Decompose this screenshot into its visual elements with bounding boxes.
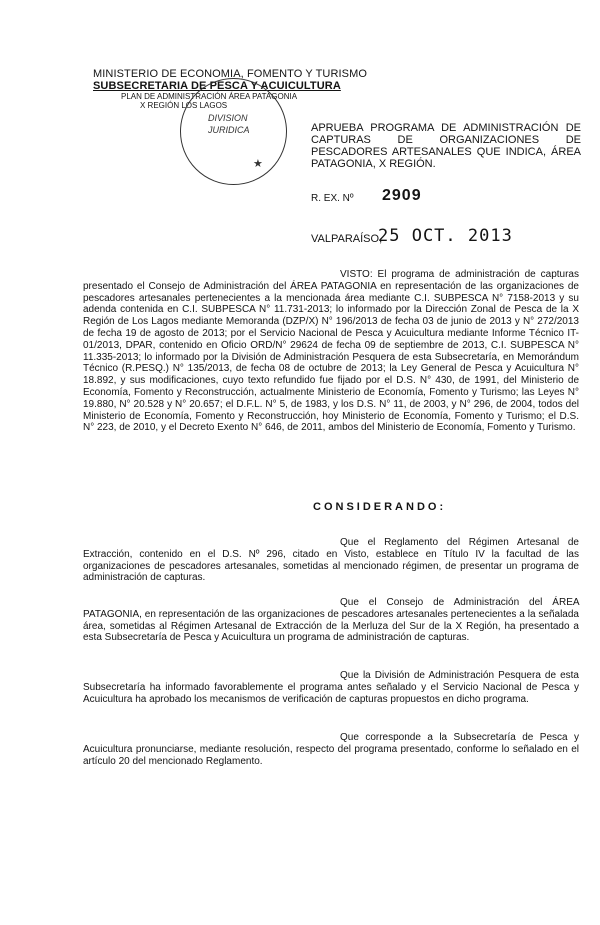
- resolution-number: 2909: [382, 187, 422, 204]
- considerando-item: [83, 597, 579, 644]
- considerando-item-text: esta Subsecretaría ha informado favorablemente el programa antes señalado y el Servicio Nacional de Pesca y Acuicultura ha aprobado los mecanismos de verificación de capturas propuestos en dicho programa.: [83, 670, 579, 705]
- stamp-line-2: JURIDICA: [208, 125, 250, 135]
- place: VALPARAÍSO,: [311, 233, 383, 245]
- visto-label: VISTO:: [340, 269, 373, 280]
- visto-text: El programa de administración de capturas presentado el Consejo de Administración del ÁREA PATAGONIA en representación de las organizaciones de pescadores artesanales pertenecientes a la mencionada área mediante C.I. SUBPESCA N° 7158-2013 y su adenda contenida en C.I. SUBPESCA N° 11.731-2013; lo informado por la Dirección Zonal de Pesca de la X Región de Los Lagos mediante Memoranda (DZP/X) N° 196/2013 de fecha 03 de junio de 2013 y N° 272/2013 de fecha 19 de agosto de 2013; por el Servicio Nacional de Pesca y Acuicultura mediante Informe Técnico IT-01/2013, DPAR, contenido en Oficio ORD/N° 29624 de fecha 09 de septiembre de 2013, C.I. SUBPESCA N° 11.335-2013; lo informado por la División de Administración Pesquera de esta Subsecretaría, en Memorándum Técnico (R.PESQ.) N° 135/2013, de fecha 08 de octubre de 2013; la Ley General de Pesca y Acuicultura N° 18.892, y sus modificaciones, cuyo texto refundido fue fijado por el D.S. N° 430, de 1991, del Ministerio de Economía, Fomento y Reconstrucción, actualmente Ministerio de Economía, Fomento y Turismo; las Leyes N° 19.880, N° 20.528 y N° 20.657; el D.F.L. N° 5, de 1983, y los D.S. N° 11, de 2003, y N° 296, de 2004, todos del Ministerio de Economía, Fomento y Reconstrucción, hoy Ministerio de Economía, Fomento y Turismo; el D.S. N° 223, de 2010, y el Decreto Exento N° 646, de 2011, ambos del Ministerio de Economía, Fomento y Turismo.: [83, 269, 579, 434]
- considerando-heading: CONSIDERANDO:: [313, 501, 447, 513]
- considerando-item: [83, 537, 579, 584]
- ministry-name: MINISTERIO DE ECONOMIA, FOMENTO Y TURISMO: [93, 68, 368, 80]
- considerando-item-lead: Que el Reglamento del Régimen Artesanal de: [340, 537, 579, 548]
- stamp-text: [208, 112, 250, 136]
- considerando-item-lead: Que el Consejo de Administración del ÁREA: [340, 597, 579, 608]
- visto-paragraph: [83, 269, 579, 434]
- star-icon: ★: [253, 158, 263, 170]
- region-name: X REGIÓN LOS LAGOS: [140, 101, 228, 110]
- resolution-label: R. EX. Nº: [311, 193, 354, 204]
- considerando-item-lead: Que la División de Administración Pesquera de: [340, 670, 557, 681]
- subsecretaria-name: SUBSECRETARIA DE PESCA Y ACUICULTURA: [93, 80, 341, 92]
- considerando-item-text: PATAGONIA, en representación de las organizaciones de pescadores artesanales pertenecientes a la señalada área, sometidas al Régimen Artesanal de Extracción de la Merluza del Sur de la X Región, ha presentado a esta Subsecretaría de Pesca y Acuicultura un programa de administración de capturas.: [83, 608, 579, 644]
- considerando-item: [83, 670, 579, 705]
- plan-name: PLAN DE ADMINISTRACIÓN ÁREA PATAGONIA: [121, 92, 298, 101]
- considerando-item-text: Acuicultura pronunciarse, mediante resolución, respecto del programa presentado, conforme lo señalado en el artículo 20 del mencionado Reglamento.: [83, 743, 579, 767]
- resolution-title: APRUEBA PROGRAMA DE ADMINISTRACIÓN DE CAPTURAS DE ORGANIZACIONES DE PESCADORES ARTESANALES QUE INDICA, ÁREA PATAGONIA, X REGIÓN.: [311, 122, 581, 170]
- stamp-line-1: DIVISION: [208, 113, 248, 123]
- date-stamp: 25 OCT. 2013: [378, 226, 513, 246]
- considerando-item: [83, 732, 579, 767]
- considerando-item-lead: Que corresponde a la Subsecretaría de Pesca y: [340, 732, 579, 743]
- considerando-item-text: Extracción, contenido en el D.S. Nº 296, citado en Visto, establece en Título IV la facultad de las organizaciones de pescadores artesanales, sometidas al mencionado régimen, de presentar un programa de administración de capturas.: [83, 548, 579, 584]
